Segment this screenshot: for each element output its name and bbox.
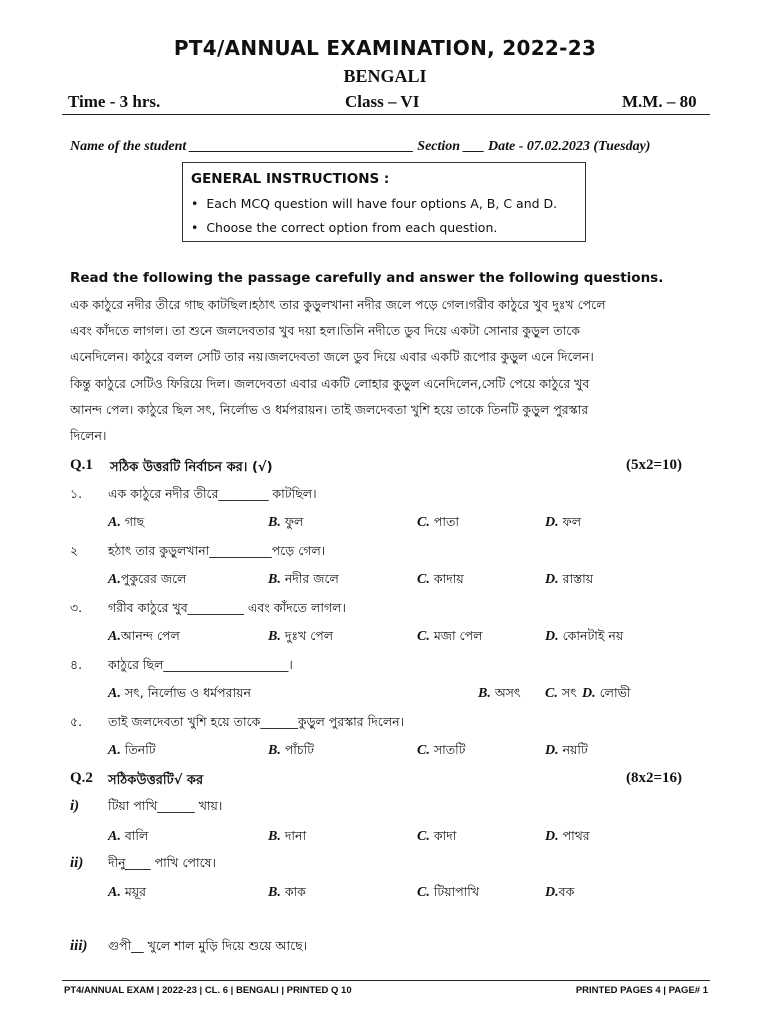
- passage-line: এনেদিলেন। কাঠুরে বলল সেটি তার নয়।জলদেবতা জলে ডুব দিয়ে এবার একটি রূপোর কুড়ুল এনে দিলেন।: [70, 349, 594, 365]
- option-c[interactable]: C. সাতটি: [417, 742, 466, 758]
- header-rule: [62, 114, 710, 115]
- question-number: ২: [70, 543, 79, 558]
- passage-line: এবং কাঁদতে লাগল। তা শুনে জলদেবতার খুব দয়া হল।তিনি নদীতে ডুব দিয়ে একটা সোনার কুড়ুল তাকে: [70, 323, 580, 339]
- question-number: i): [70, 798, 80, 814]
- instructions-heading: GENERAL INSTRUCTIONS :: [191, 171, 390, 187]
- option-c[interactable]: C. মজা পেল: [417, 628, 483, 644]
- passage-line: দিলেন।: [70, 428, 107, 444]
- option-d[interactable]: D. কোনটাই নয়: [545, 628, 624, 644]
- instruction-text: Each MCQ question will have four options A, B, C and D.: [206, 196, 558, 211]
- option-c[interactable]: C. সৎ: [545, 685, 577, 701]
- option-d[interactable]: D. নয়টি: [545, 742, 588, 758]
- option-d[interactable]: D. লোভী: [582, 685, 631, 701]
- option-b[interactable]: B. দুঃখ পেল: [268, 628, 334, 644]
- student-info-line: Name of the student ________________________________ Section ___ Date - 07.02.2023 (Tuesday): [70, 139, 651, 154]
- passage-line: এক কাঠুরে নদীর তীরে গাছ কাটছিল।হঠাৎ তার কুড়ুলখানা নদীর জলে পড়ে গেল।গরীব কাঠুরে খুব দুঃখ পেলে: [70, 297, 606, 312]
- instruction-item: • Choose the correct option from each question.: [191, 220, 498, 235]
- question-text: গুপী__ খুলে শাল মুড়ি দিয়ে শুয়ে আছে।: [108, 938, 308, 953]
- subject-name: BENGALI: [343, 66, 427, 86]
- exam-title: PT4/ANNUAL EXAMINATION, 2022-23: [173, 36, 597, 60]
- option-d[interactable]: D.বক: [545, 884, 575, 900]
- option-a[interactable]: A. ময়ূর: [108, 884, 146, 900]
- option-a[interactable]: A.আনন্দ পেল: [108, 628, 180, 644]
- option-a[interactable]: A. সৎ, নির্লোভ ও ধর্মপরায়ন: [108, 685, 251, 701]
- question-text: তাই জলদেবতা খুশি হয়ে তাকে______কুড়ুল পুরস্কার দিলেন।: [108, 714, 405, 729]
- question-number: ৩.: [70, 600, 83, 615]
- question-text: হঠাৎ তার কুড়ুলখানা__________পড়ে গেল।: [108, 543, 326, 558]
- instructions-box: [182, 162, 586, 242]
- question-text: দীনু____ পাখি পোষে।: [108, 855, 217, 870]
- option-b[interactable]: B. কাক: [268, 884, 306, 900]
- question-text: টিয়া পাখি______ খায়।: [108, 798, 223, 813]
- option-c[interactable]: C. পাতা: [417, 514, 459, 530]
- instruction-item: • Each MCQ question will have four options A, B, C and D.: [191, 196, 558, 211]
- option-d[interactable]: D. ফল: [545, 514, 582, 530]
- instruction-text: Choose the correct option from each question.: [206, 220, 498, 235]
- footer-rule: [62, 980, 710, 981]
- option-c[interactable]: C. টিয়াপাখি: [417, 884, 480, 900]
- option-a[interactable]: A. তিনটি: [108, 742, 156, 758]
- q1-marks: (5x2=10): [626, 457, 683, 473]
- question-number: iii): [70, 938, 88, 954]
- question-number: ৫.: [70, 714, 83, 729]
- option-b[interactable]: B. পাঁচটি: [268, 742, 315, 758]
- q1-title: সঠিক উত্তরটি নির্বাচন কর। (√): [110, 460, 273, 475]
- passage-line: আনন্দ পেল। কাঠুরে ছিল সৎ, নির্লোভ ও ধর্মপরায়ন। তাই জলদেবতা খুশি হয়ে তাকে তিনটি কুড়ুল পুরস্কার: [70, 401, 589, 417]
- option-b[interactable]: B. ফুল: [268, 514, 304, 530]
- footer-right: PRINTED PAGES 4 | PAGE# 1: [575, 985, 708, 996]
- option-b[interactable]: B. অসৎ: [478, 685, 521, 701]
- option-a[interactable]: A. গাছ: [108, 514, 145, 530]
- question-text: এক কাঠুরে নদীর তীরে________ কাটছিল।: [108, 486, 317, 501]
- passage-heading: Read the following the passage carefully and answer the following questions.: [70, 270, 664, 286]
- question-number: ii): [70, 855, 84, 871]
- question-text: গরীব কাঠুরে খুব_________ এবং কাঁদতে লাগল।: [108, 600, 346, 615]
- option-c[interactable]: C. কাদা: [417, 828, 457, 844]
- option-a[interactable]: A.পুকুরের জলে: [108, 571, 187, 587]
- class-label: Class – VI: [345, 92, 420, 111]
- option-c[interactable]: C. কাদায়: [417, 571, 464, 587]
- option-a[interactable]: A. বালি: [108, 828, 149, 844]
- exam-time: Time - 3 hrs.: [68, 92, 161, 111]
- q2-marks: (8x2=16): [626, 770, 683, 786]
- passage-line: কিন্তু কাঠুরে সেটিও ফিরিয়ে দিল। জলদেবতা এবার একটি লোহার কুড়ুল এনেদিলেন,সেটি পেয়ে কাঠুরে খুব: [70, 375, 590, 391]
- q1-number: Q.1: [70, 457, 93, 473]
- option-d[interactable]: D. পাথর: [545, 828, 590, 844]
- q2-number: Q.2: [70, 770, 93, 786]
- question-number: ৪.: [70, 657, 83, 672]
- max-marks: M.M. – 80: [622, 92, 697, 111]
- footer-left: PT4/ANNUAL EXAM | 2022-23 | CL. 6 | BENGALI | PRINTED Q 10: [64, 985, 352, 996]
- option-b[interactable]: B. নদীর জলে: [268, 571, 339, 587]
- question-text: কাঠুরে ছিল____________________।: [108, 657, 293, 672]
- option-d[interactable]: D. রাস্তায়: [545, 571, 594, 587]
- passage-text: [70, 292, 710, 449]
- q2-title: সঠিকউত্তরটি√ কর: [108, 773, 204, 788]
- question-number: ১.: [70, 486, 83, 501]
- option-b[interactable]: B. দানা: [268, 828, 307, 844]
